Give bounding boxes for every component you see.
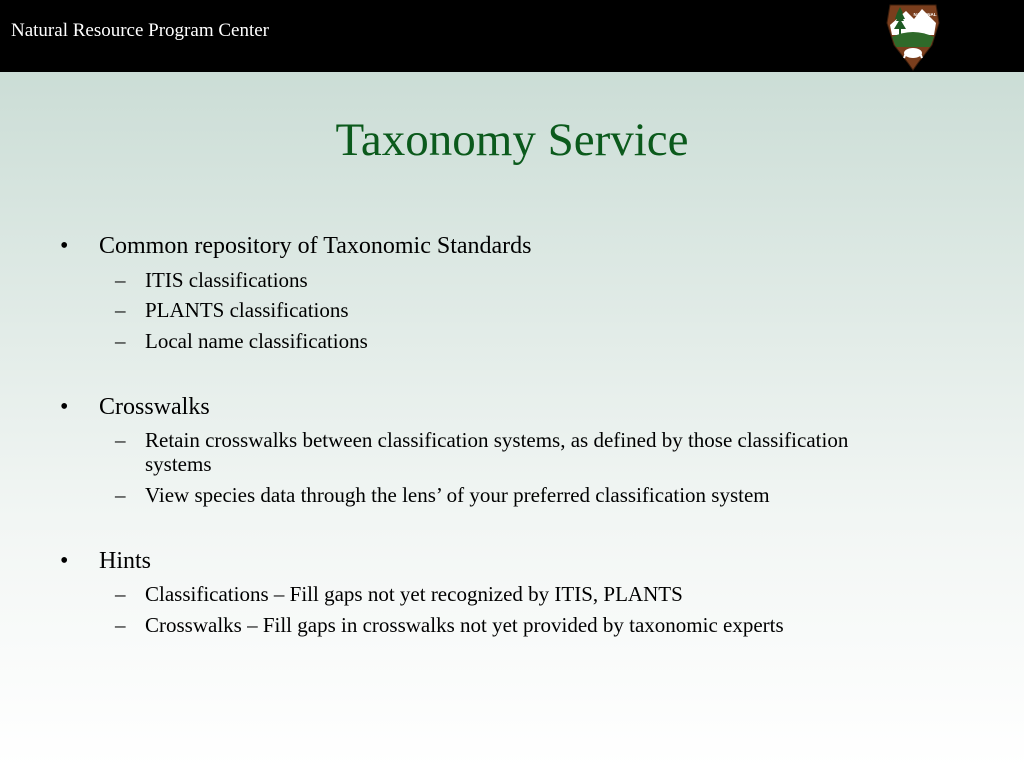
organization-name: Natural Resource Program Center (11, 20, 269, 41)
sub-bullet-text: Classifications – Fill gaps not yet recognized by ITIS, PLANTS (145, 582, 683, 606)
slide-title: Taxonomy Service (335, 114, 689, 166)
logo-text: PARK (918, 17, 932, 22)
sub-bullet-marker: – (115, 483, 126, 507)
bullet-marker: • (60, 548, 69, 574)
bullet-text: Common repository of Taxonomic Standards (99, 233, 532, 259)
nps-arrowhead-icon (884, 1, 942, 71)
sub-bullet-text: Local name classifications (145, 329, 368, 353)
sub-bullet-text: Crosswalks – Fill gaps in crosswalks not yet provided by taxonomic experts (145, 613, 784, 637)
logo-text: SERVICE (915, 22, 935, 27)
bullet-marker: • (60, 233, 69, 259)
sub-bullet-marker: – (115, 582, 126, 606)
sub-bullet-text: PLANTS classifications (145, 298, 349, 322)
bullet-text: Crosswalks (99, 394, 210, 420)
sub-bullet-marker: – (115, 329, 126, 353)
bullet-text: Hints (99, 548, 152, 574)
logo-text: NATIONAL (913, 12, 937, 17)
sub-bullet-text: View species data through the lens’ of your preferred classification system (145, 483, 770, 507)
sub-bullet-text: ITIS classifications (145, 268, 308, 292)
sub-bullet-marker: – (115, 268, 126, 292)
sub-bullet-text: Retain crosswalks between classification systems, as defined by those classification systems (145, 428, 849, 476)
header-bar (0, 0, 1024, 72)
sub-bullet-marker: – (115, 428, 126, 452)
sub-bullet-marker: – (115, 613, 126, 637)
bullet-marker: • (60, 394, 69, 420)
sub-bullet-marker: – (115, 298, 126, 322)
